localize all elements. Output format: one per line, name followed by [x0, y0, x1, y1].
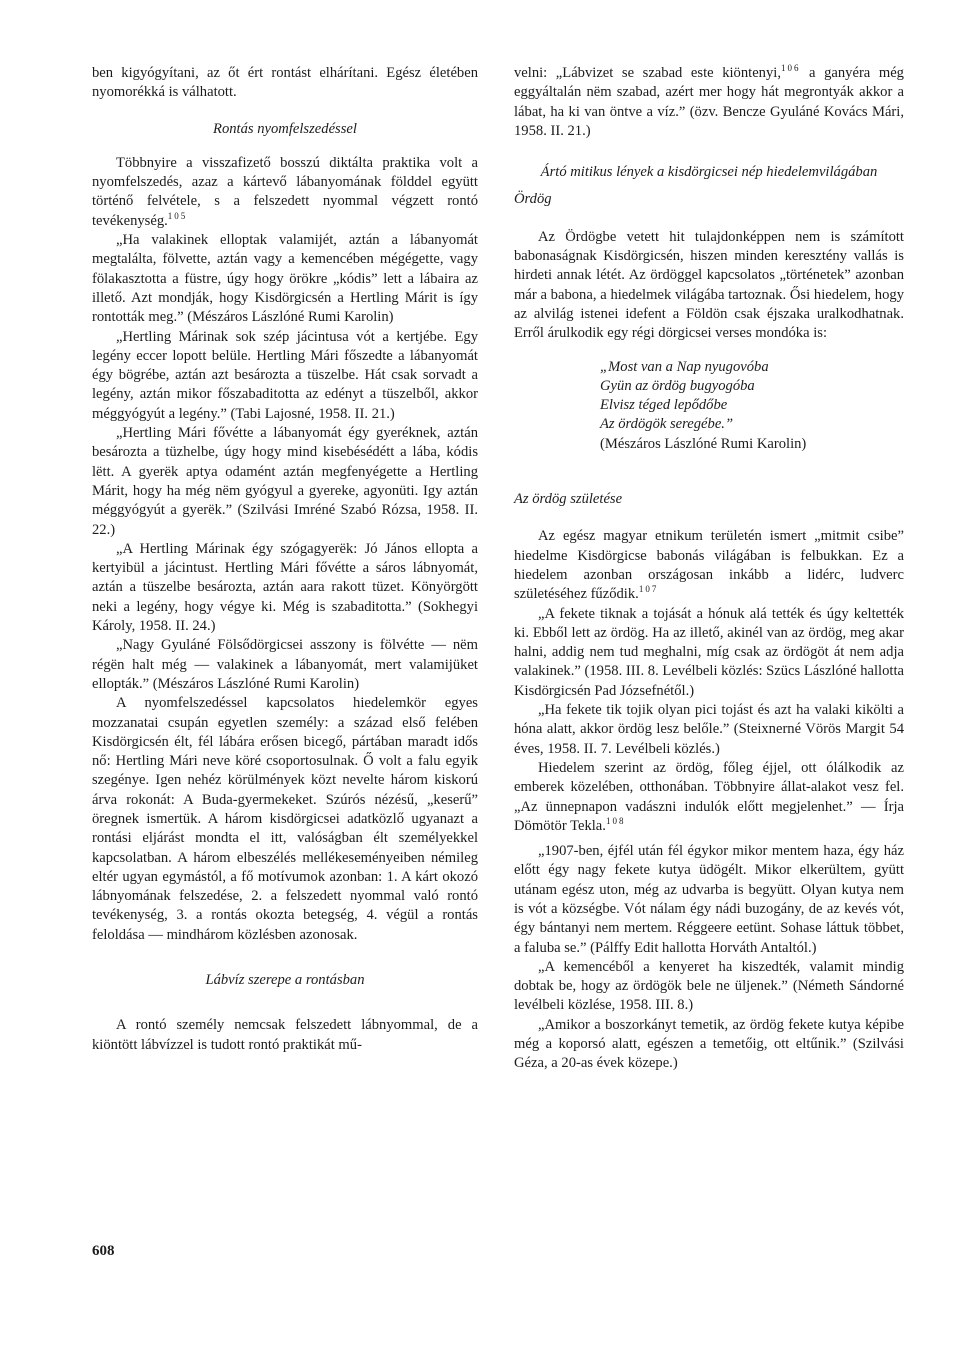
quote-paragraph: „A fekete tiknak a tojását a hónuk alá tették és úgy keltették ki. Ebből lett az ördög. Ha az illető, akinél van az ördög, meg akar halni, addig nem tud meghalni, míg csak az ördögöt át nem adja valakinek.” (1958. III. 8. Levélbeli közlés: Szücs Lászlóné hallotta Kisdörgicsén Pad Józsefnétől.): [514, 605, 904, 699]
quote-paragraph: „Nagy Gyuláné Fölsődörgicsei asszony is fölvétte — nëm régën halt még — valakinek a lábanyomát, mert valamijüket ellopták.” (Mészáros Lászlóné Rumi Karolin): [92, 637, 478, 692]
paragraph-text: Többnyire a visszafizető bosszú diktálta praktika volt a nyomfelszedés, azaz a kártevő lábanyomának földdel együtt történő felvétele, s a felszedett nyommal végzett rontó tevékenység.: [92, 154, 478, 229]
subheading-ordog-szuletese: Az ördög születése: [514, 491, 623, 508]
verse-line: „Most van a Nap nyugovóba: [600, 358, 769, 375]
verse: [600, 358, 904, 454]
paragraph: [92, 154, 478, 231]
paragraph-text: Hiedelem szerint az ördög, főleg éjjel, ott ólálkodik az emberek közelében, otthonában. Többnyire állat-alakot vesz fel. „Az ünnepnapon vadászni indulók előtt megjelenhet.” — Írja Dömötör Tekla.: [514, 759, 904, 834]
heading-labviz: Lábvíz szerepe a rontásban: [205, 972, 365, 989]
footnote-ref: 105: [167, 210, 188, 221]
paragraph-text: a ganyéra még eggyáltalán nëm szabad, azért mer hogy hát megrontyák akkor a lábat, ha ki van öntve a víz.” (özv. Bencze Gyuláné Kovács Mári, 1958. II. 21.): [514, 65, 904, 139]
paragraph: Az Ördögbe vetett hit tulajdonképpen nem is számított babonaságnak Kisdörgicsén, hiszen minden keresztény vallás is hirdeti annak létét. Az ördöggel kapcsolatos „történetek” azonban már a babona, a hiedelmek világába tartoznak. Ősi hiedelem, hogy az alvilág istenei idefent a Földön csak éjszaka uralkodhatnak. Erről árulkodik egy régi dörgicsei verses mondóka is:: [514, 228, 904, 342]
paragraph-text: velni: „Lábvizet se szabad este kiöntenyi,: [514, 65, 781, 81]
footnote-ref: 107: [638, 584, 659, 595]
right-column: [514, 64, 904, 1074]
paragraph: A rontó személy nemcsak felszedett lábnyommal, de a kiöntött lábvízzel is tudott rontó praktikát mű-: [92, 1017, 478, 1053]
quote-paragraph: „A Hertling Márinak égy szógagyerëk: Jó János ellopta a kertyibül a jácintust. Hertling Mári fővétte a sáros lábnyomát, aztán a tüszelbe besározta, aztán aara rakott tüzet. Könyörgött neki a legény, hogy végye ki. Még is szabaditotta.” (Sokhegyi Károly, 1958. II. 24.): [92, 540, 478, 635]
subheading-ordog: Ördög: [514, 191, 552, 208]
paragraph: [514, 759, 904, 836]
continued-paragraph: [514, 64, 904, 141]
verse-line: Az ördögök seregébe.”: [600, 416, 734, 433]
footnote-ref: 108: [605, 815, 626, 826]
paragraph-text: Az egész magyar etnikum területén ismert „mitmit csibe” hiedelme Kisdörgicse babonás világában is felbukkan. Ez a hiedelem azonban országosan inkább a lidérc, ludverc születéséhez fűződik.: [514, 528, 904, 603]
quote-paragraph: „1907-ben, éjfél után fél égykor mikor mentem haza, égy ház előtt égy nagy fekete kutya üdögélt. Mikor elkerültem, gyütt utánam egész uton, még az udvarba is begyütt. Olyan kutya nem is vót a községbe. Vót nálam égy nádi buzogány, de az kevés vót, égy bántanyi nem mertem. Réggeere eetünt. Sohase láttuk többet, a faluba se.” (Pálffy Edit hallotta Horváth Antaltól.): [514, 843, 904, 956]
quote-paragraph: „Hertling Márinak sok szép jácintusa vót a kertjébe. Egy legény eccer lopott belüle. Hertling Mári főszedte a lábanyomát égy bögrébe, aztán azt besározta a tüszelbe. Hát csak sorvadt a legény, aztán mikor főszabaditotta az edényt a tüszelből, akkor méggyógyút a legény.” (Tabi Lajosné, 1958. II. 21.): [92, 328, 478, 422]
quote-paragraph: „A kemencéből a kenyeret ha kiszedték, valamit mindig dobtak be, hogy az ördögök bele ne üljenek.” (Németh Sándorné levélbeli közlése, 1958. III. 8.): [514, 958, 904, 1014]
heading-rontas: Rontás nyomfelszedéssel: [213, 120, 357, 137]
verse-line: Elvisz téged lepődőbe: [600, 397, 728, 414]
heading-arto-lenyek: Ártó mitikus lények a kisdörgicsei nép hiedelemvilágában: [540, 164, 878, 181]
footnote-ref: 106: [780, 63, 801, 73]
left-column: [92, 64, 478, 1055]
quote-paragraph: „Hertling Mári fővétte a lábanyomát égy gyeréknek, aztán besározta a tüzhelbe, úgy hogy mind kisebésédétt a lába, kódis lëtt. A gyerëk aptya odamént aztán megfenyégette a Hertling Márit, hogy ha még nëm gyógyul a gyereke, agyonüti. Igy aztán méggyógyút a gyerëk.” (Szilvási Imréné Szabó Rózsa, 1958. II. 22.): [92, 425, 478, 538]
quote-paragraph: „Ha fekete tik tojik olyan pici tojást és azt ha valaki kikölti a hóna alatt, akkor ördög lesz belőle.” (Steixnerné Vörös Margit 54 éves, 1958. II. 7. Levélbeli közlés.): [514, 702, 904, 757]
verse-line: Gyün az ördög bugyogóba: [600, 377, 755, 394]
paragraph: [514, 527, 904, 604]
quote-paragraph: „Ha valakinek elloptak valamijét, aztán a lábanyomát megtalálta, fölvette, aztán vagy a kemencében mégégette, vagy fölakasztotta a füstre, úgy hogy örökre „kódis” lett a lábaira az illető. Azt mondják, hogy Kisdörgicsén a Hertling Márit is így rontották meg.” (Mészáros Lászlóné Rumi Karolin): [92, 232, 478, 326]
verse-source: (Mészáros Lászlóné Rumi Karolin): [600, 435, 807, 452]
quote-paragraph: „Amikor a boszorkányt temetik, az ördög fekete kutya képibe még a koporsó alatt, egészen a temetőig, ott eltűnik.” (Szilvási Géza, a 20-as évek közepe.): [514, 1016, 904, 1072]
intro-paragraph: ben kigyógyítani, az őt ért rontást elhárítani. Egész életében nyomorékká is válhatott.: [92, 65, 478, 101]
page-number: 608: [92, 1243, 115, 1259]
paragraph: A nyomfelszedéssel kapcsolatos hiedelemkör egyes mozzanatai csupán egyetlen személy: a század első felében Kisdörgicsén élt, fél lábára erősen bicegő, pártában maradt idős nő: Hertling Mári neve köré csoportosulnak. Ő volt a falu egyik szegénye. Igen nehéz körülmények közt nevelte három kiskorú árva rokonát: A Buda-gyermekeket. Szúrós nézésű, „keserű” öregnek ismertük. A három kisdörgicsei adatközlő ugyanazt a rontási eljárást mondta el itt, valóságban élt személyekkel kapcsolatban. A három elbeszélés mellékeseményeiben némileg eltér ugyan egymástól, a fő motívumok azonban: 1. A kárt okozó lábnyomának felszedése, 2. a felszedett nyommal való rontó tevékenység, 3. a rontás okozta betegség, 4. végül a rontás feloldása — mindhárom közlésben azonosak.: [92, 695, 478, 943]
